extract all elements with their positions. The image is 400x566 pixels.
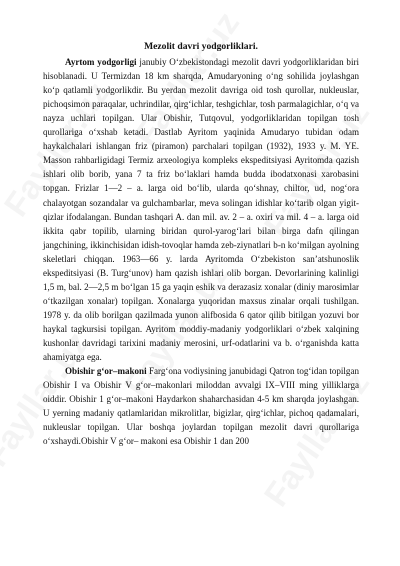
document-page [43, 40, 359, 448]
paragraph-lead: Ayrtom yodgorligi [65, 57, 137, 68]
paragraph-text: Farg‘ona vodiysining janubidagi Qatron tog‘idan topilgan Obishir I va Obishir V g‘or–makonlari miloddan avvalgi IX–VIII ming yilliklarga oiddir. Obishir 1 g‘or–makoni Haydarkon shaharchasidan 4-5 km sharqda joylashgan. U yerning madaniy qatlamlaridan mikrolitlar, bigizlar, qirg‘ichlar, pichoq qadamalari, nukleuslar topilgan. Ular boshqa joylardan topilgan mezolit davri qurollariga o‘xshaydi.Obishir V g‘or– makoni esa Obishir 1 dan 200 [43, 366, 359, 447]
paragraph-text: janubiy O‘zbekistondagi mezolit davri yodgorliklaridan biri hisoblanadi. U Termizdan 18 km sharqda, Amudaryoning o‘ng sohilida joylashgan ko‘p qatlamli yodgorlikdir. Bu yerdan mezolit davriga oid tosh qurollar, nukleuslar, pichoqsimon paraqalar, uchrindilar, qirg‘ichlar, teshgichlar, tosh parmalagichlar, o‘q va nayza uchlari topilgan. Ular Obishir, Tutqovul, yodgorliklaridan topilgan tosh qurollariga o‘xshab ketadi. Dastlab Ayritom yaqinida Amudaryo tubidan odam haykalchalari ishlangan friz (piramon) parchalari topilgan (1932), 1933 y. M. YE. Masson rahbarligidagi Termiz arxeologiya kompleks ekspeditsiyasi Ayritomda qazish ishlari olib borib, yana 7 ta friz bo‘laklari hamda budda ibodatxonasi xarobasini topgan. Frizlar 1—2 – a. larga oid bo‘lib, ularda qo‘shnay, chiltor, ud, nog‘ora chalayotgan sozandalar va gulchambarlar, meva solingan idishlar ko‘tarib olgan yigit-qizlar ifodalangan. Bundan tashqari A. dan mil. av. 2 – a. oxiri va mil. 4 – a. larga oid ikkita qabr topilib, ularning biridan qurol-yarog‘lari bilan birga dafn qilingan jangchining, ikkinchisidan idish-tovoqlar hamda zeb-ziynatlari b-n ko‘milgan ayolning skeletlari chiqqan. 1963—66 y. larda Ayritomda O‘zbekiston san’atshunoslik ekspeditsiyasi (B. Turg‘unov) ham qazish ishlari olib borgan. Devorlarining kalinligi 1,5 m, bal. 2—2,5 m bo‘lgan 15 ga yaqin eshik va derazasiz xonalar (diniy marosimlar o‘tkazilgan xonalar) topilgan. Xonalarga yuqoridan maxsus zinalar orqali tushilgan. 1978 y. da olib borilgan qazilmada yunon alifbosida 6 qator qilib bitilgan yozuvi bor haykal tagkursisi topilgan. Ayritom moddiy-madaniy yodgorliklari o‘zbek xalqining kushonlar davridagi tarixini madaniy merosini, urf-odatlarini va b. o‘rganishda katta ahamiyatga ega. [43, 57, 359, 363]
paragraph-obishir [43, 364, 359, 448]
paragraph-lead: Obishir g‘or–makoni [65, 366, 147, 377]
paragraph-ayrtom [43, 55, 359, 364]
page-title: Mezolit davri yodgorliklari. [144, 41, 258, 52]
